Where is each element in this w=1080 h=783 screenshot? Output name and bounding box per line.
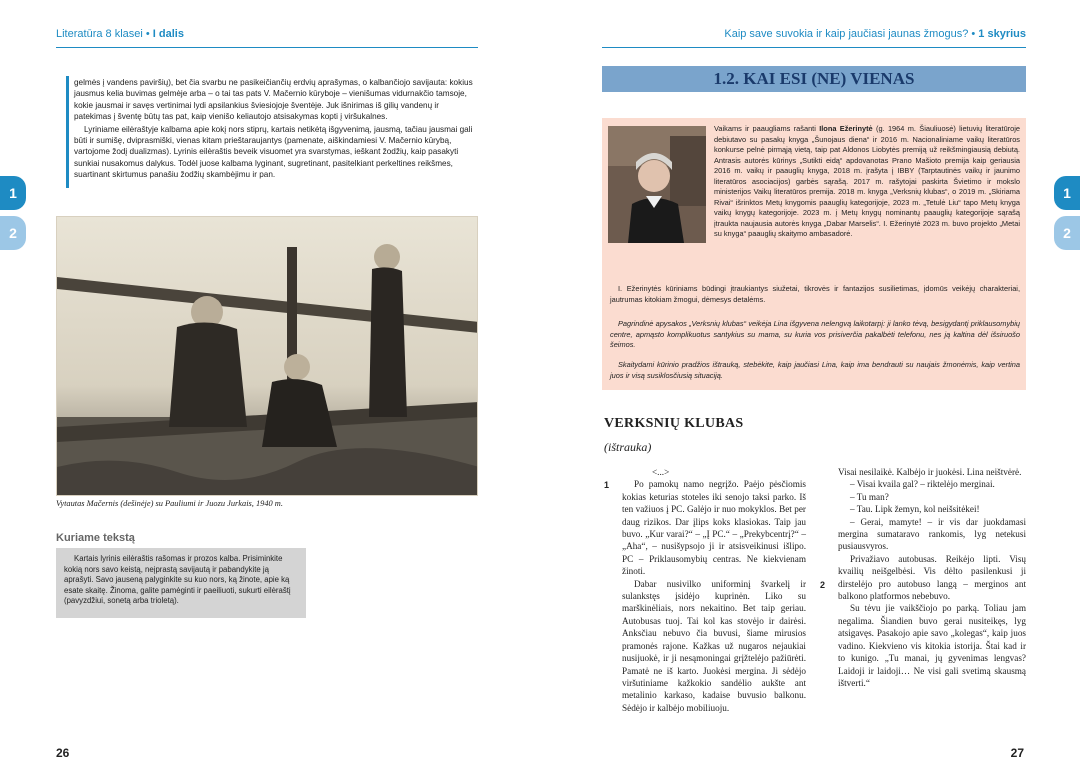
photo-caption: Vytautas Mačernis (dešinėje) su Pauliumi ir Juozu Jurkais, 1940 m.	[56, 499, 283, 508]
chapter-title: 1.2. KAI ESI (NE) VIENAS	[713, 69, 915, 88]
author-bio-top: Vaikams ir paaugliams rašanti Ilona Ežerinytė (g. 1964 m. Šiauliuosė) lietuvių literatūroje debiutavo su pasakų knyga „Šunojaus diena“ ir 2016 m. Nacionaliniame vaikų literatūros konkurse pelnė pirmąją vietą, taip pat Aldonos Liobytės premiją už reikšmingiausią debiutą. Antrasis autorės kūrinys „Sutikti eidą“ apdovanotas Prano Mašioto premija kaip geriausia 2016 m. vaikų ir paauglių knyga, 2018 m. įrašyta į IBBY (Tarptautinės vaikų ir jaunimo literatūros asociacijos) garbės sąrašą. 2017 m. rašytojai paskirta Švietimo ir mokslo ministerijos Vaikų literatūros premija. 2018 m. knyga „Verksnių klubas“, o 2019 m. „Skiriama Rivai“ išrinktos Metų knygomis paauglių kategorijoje, 2023 m. „Tetulė Liu“ tapo Metų knyga vaikų knygų kategorijoje. 2023 m. į Metų knygų nominantų paauglių kategorijoje sąrašą įtraukta naujausia autorės knyga „Dabar Marselis“. I. Ežerinytė 2023 m. buvo projekto „Metai su knyga“ paauglių skaitymo ambasadorė.	[714, 124, 1020, 238]
chapter-tab-2-left[interactable]: 2	[0, 216, 26, 250]
body-paragraph: Lyriniame eilėraštyje kalbama apie kokį nors stiprų, kartais netikėtą išgyvenimą, jausmą, tačiau jausmai gali būti ir sumišę, dviprasmiški, vienas kitam prieštaraujantys (pamenate, aiškindamiesi V. Mačernio kūrybą, vartojome žodį dualizmas). Lyrinis eilėraštis beveik visuomet yra svarstymas, ieškant žodžių, kaip pasakyti sunkiai nusakomus dalykus. Todėl juose kalbama lyginant, sugretinant, pasitelkiant perkeltines reikšmes, suartinant skirtumus panašiu žodžių skambėjimu ir pan.	[74, 124, 473, 180]
story-column-2	[838, 466, 1026, 689]
author-photo-image	[608, 126, 706, 243]
story-column-1	[622, 466, 806, 714]
dialogue-line: – Tu man?	[850, 491, 889, 502]
story-paragraph: Po pamokų namo negrįžo. Paėjo pėsčiomis kokias keturias stoteles iki senojo taksi parko. Iš ten važiuos į PC. Galėjo ir nuo mokyklos. Bet per daug rizikos. Dar įlips koks klasiokas. Taip jau buvo. „Kur varai?“ – „Į PC.“ – „Prekybcentrį?“ – „Aha“, – nusišypsojo ji ir atsisveikinusi išlipo. PC – Priklausomybių centras. Ne kiekvienam žinoti.	[622, 479, 806, 577]
story-title: VERKSNIŲ KLUBAS	[604, 416, 744, 431]
task-text: Kartais lyrinis eilėraštis rašomas ir prozos kalba. Prisiminkite kokią nors savo keistą, neįprastą savijautą ir pabandykite ją aprašyti. Savo jauseną palyginkite su kuo nors, ką žinote, apie ką esate skaitę. Žinoma, galite pamėginti ir paeiliuoti, sukurti eilėraštį (pavyzdžiui, sonetą arba trioletą).	[64, 554, 291, 606]
right-header-rule	[602, 47, 1026, 48]
chapter-question: Kaip save suvokia ir kaip jaučiasi jaunas žmogus?	[724, 28, 969, 40]
story-paragraph: Privažiavo autobusas. Reikėjo lipti. Visų kvailių neišgelbėsi. Vis dėlto pasilenkusi ji dirstelėjo pro autobuso langą – merginos ant balkono platformos nebebuvo.	[838, 553, 1026, 602]
book-title: Literatūra 8 klasei	[56, 28, 143, 40]
story-paragraph: Dabar nusivilko uniforminį švarkelį ir sulankstęs įsidėjo kuprinėn. Liko su marškinėliais, nors nekaitino. Bet taip geriau. Autobusas tuoj. Tai kol kas stovėjo ir dairėsi. Anksčiau nebuvo čia buvusi, šiame mirusios pramonės rajone. Kažkas už nugaros nejaukiai nusijuokė, ir ji nesąmoningai grįžtelėjo pažiūrėti. Pamatė ne iš karto. Juokėsi mergina. Ji sėdėjo viršutiniame kažkokio sandėlio aukšte ant metalinio karkaso, kadaise buvusio balkonu. Sėdėjo ir kalbėjo mobiliuoju.	[622, 578, 806, 713]
story-paragraph: Visai nesilaikė. Kalbėjo ir juokėsi. Lina neištvėrė.	[838, 467, 1022, 477]
chapter-label: 1 skyrius	[978, 28, 1026, 40]
dialogue-line: – Visai kvaila gal? – riktelėjo merginai.	[850, 479, 995, 490]
task-box	[56, 548, 306, 618]
reading-task: Skaitydami kūrinio pradžios ištrauką, stebėkite, kaip jaučiasi Lina, kaip ima bendrauti su naujais žmonėmis, kaip vertina juos ir visą susiklosčiusią situaciją.	[610, 360, 1020, 380]
chapter-banner	[602, 66, 1026, 92]
dialogue-line: – Tau. Lipk žemyn, kol neišsitėkei!	[850, 504, 980, 515]
paragraph-number: 1	[604, 480, 610, 490]
body-paragraph: gelmės į vandens paviršių), bet čia svarbu ne pasikeičiančių erdvių aprašymas, o kalbančiojo savijauta: kokius jausmus kelia buvimas gelmėje arba – o tai tas pats V. Mačernio kūryboje – vienišumas vidurnakčio tamsoje, kokie jausmai ir savęs vertinimai lydi apsilankius šviesiojoje šventėje. Juk išnirimas iš gilių vandenų ir patekimas į šventę būtų tas pat, kaip vienišo keliautojo atsisakymas kopti į viršukalnes.	[74, 78, 473, 122]
task-title: Kuriame tekstą	[56, 532, 135, 544]
story-context: Pagrindinė apysakos „Verksnių klubas“ veikėja Lina išgyvena nelengvą laikotarpį: ji lanko tėvą, besigydantį priklausomybių centre, apmąsto komplikuotus santykius su mama, su kuria vos prisiverčia pakalbėti telefonu, nes ją kaltina dėl išsiruošo šeimos.	[610, 319, 1020, 349]
left-running-head: Literatūra 8 klasei • I dalis	[56, 28, 184, 40]
paragraph-number: 2	[820, 580, 826, 590]
author-portrait	[608, 126, 706, 243]
dialogue-line: – Gerai, mamyte! – ir vis dar juokdamasi mergina sumataravo rankomis, lyg netekusi pusiausvyros.	[838, 516, 1026, 552]
book-part: I dalis	[152, 28, 184, 40]
story-paragraph: Su tėvu jie vaikščiojo po parką. Toliau jam negalima. Šiandien buvo gerai nusiteikęs, lyg atsigavęs. Pasakojo apie savo „kolegas“, kaip juos vadino. Kiekvieno vis kitokia istorija. Štai kad ir to kunigo. „Tu manai, jų gyvenimas lengvas? Laidoji ir laidoji… Ne visi gali svetimą skausmą ištverti.“	[838, 603, 1026, 688]
page-number-left: 26	[56, 746, 70, 760]
left-header-rule	[56, 47, 478, 48]
chapter-tab-1-left[interactable]: 1	[0, 176, 26, 210]
right-running-head: Kaip save suvokia ir kaip jaučiasi jaunas žmogus? • 1 skyrius	[724, 28, 1026, 40]
historical-photo	[56, 216, 478, 496]
margin-bar	[66, 76, 69, 188]
three-men-photo-image	[57, 217, 478, 496]
ellipsis-marker: <...>	[652, 467, 670, 477]
story-subtitle: (ištrauka)	[604, 440, 652, 454]
author-name: Ilona Ežerinytė	[819, 124, 873, 133]
chapter-tab-2-right[interactable]: 2	[1054, 216, 1080, 250]
page-number-right: 27	[1010, 746, 1024, 760]
left-body-text	[74, 77, 478, 182]
author-bio-features: I. Ežerinytės kūriniams būdingi įtraukiantys siužetai, tikrovės ir fantazijos susilietimas, įdomūs veikėjų charakteriai, jautrumas kitokiam žmogui, dėmesys detalėms.	[610, 284, 1020, 304]
chapter-tab-1-right[interactable]: 1	[1054, 176, 1080, 210]
